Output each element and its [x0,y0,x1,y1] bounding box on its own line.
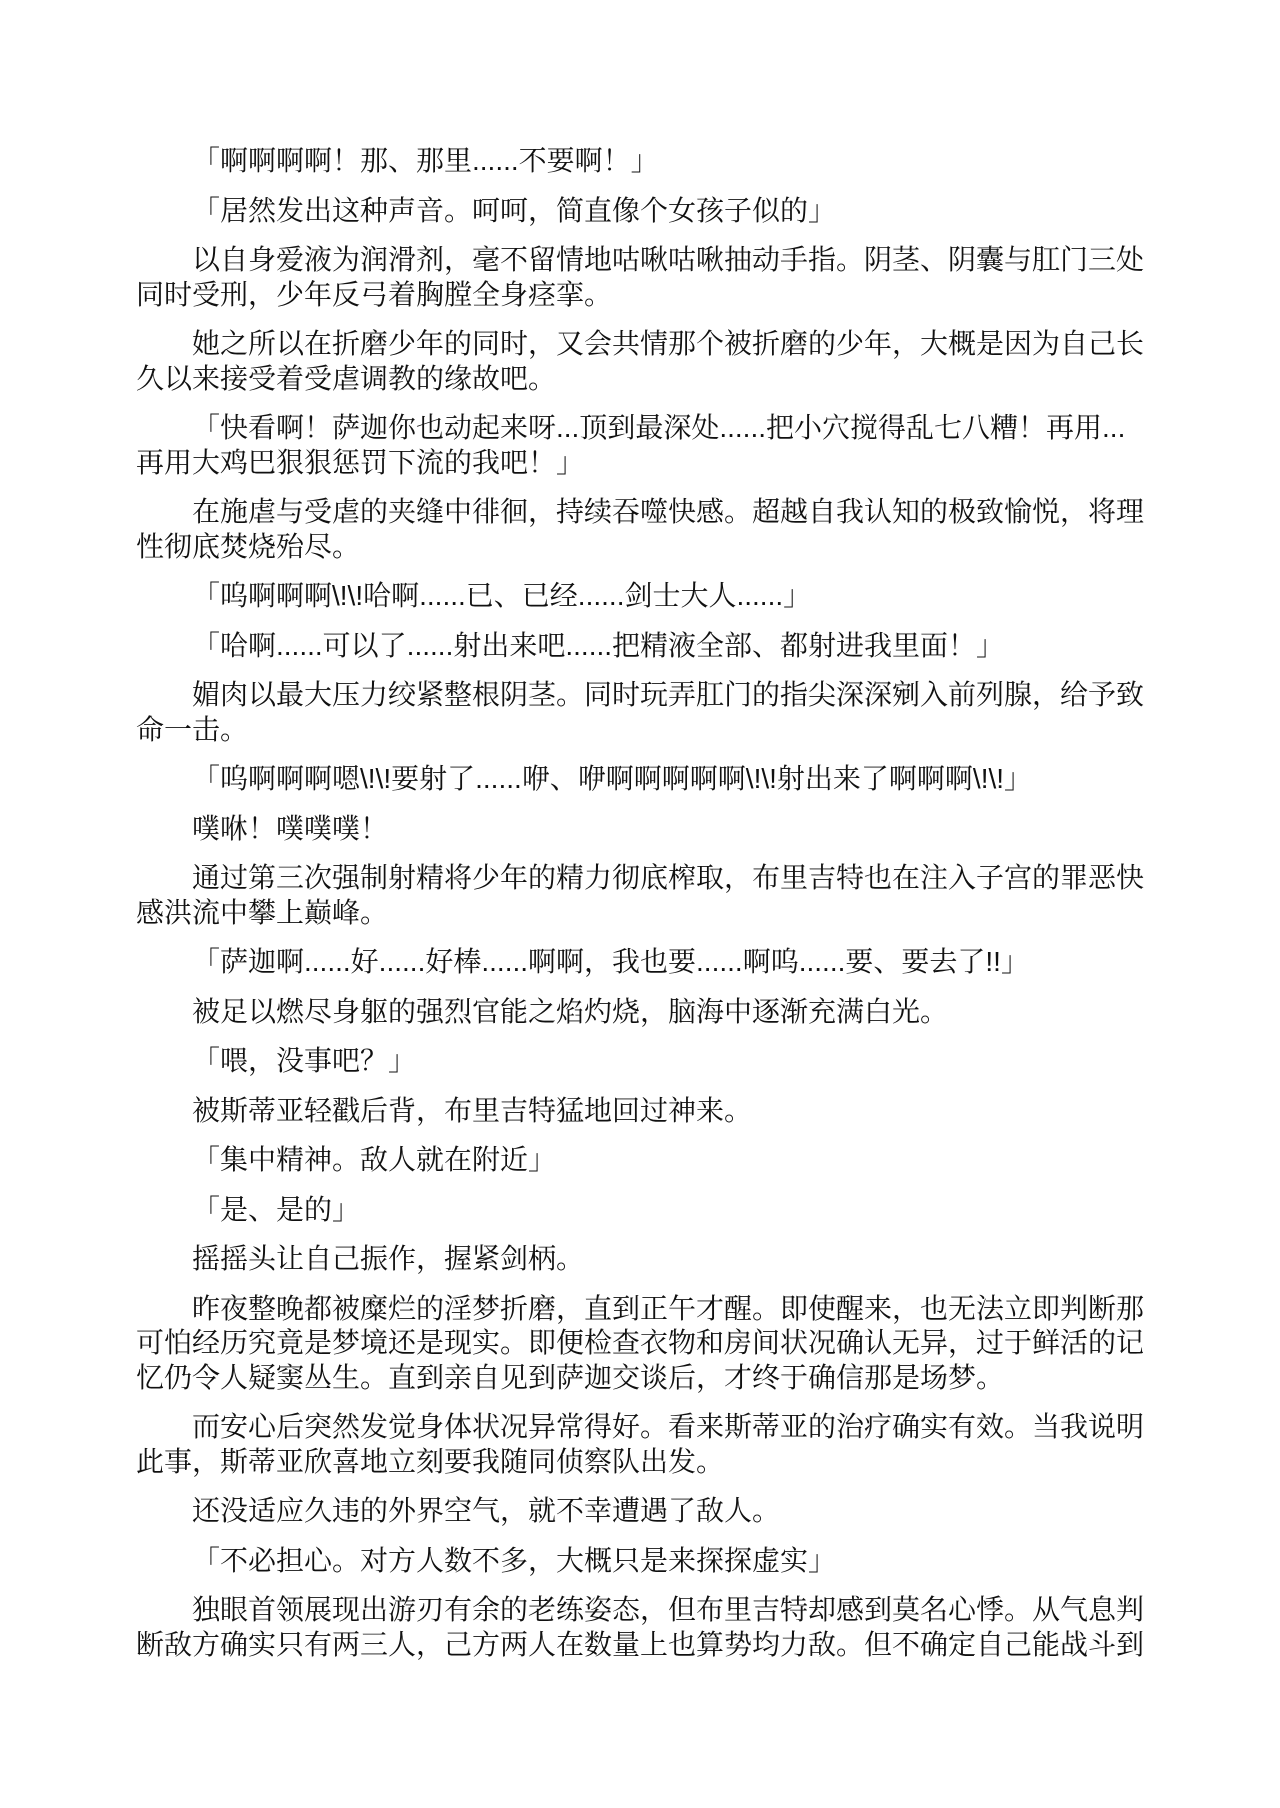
paragraph-11-sfx: 噗咻！噗噗噗！ [192,812,389,844]
paragraph-4-narration: 她之所以在折磨少年的同时，又会共情那个被折磨的少年，大概是因为自己长久以来接受着受虐调教的缘故吧。 [136,328,1145,394]
text-content [136,144,1144,1662]
paragraph-23-dialogue: 「不必担心。对方人数不多，大概只是来探探虚实」 [192,1544,837,1576]
paragraph-16-narration: 被斯蒂亚轻戳后背，布里吉特猛地回过神来。 [192,1094,753,1126]
paragraph-9-narration: 媚肉以最大压力绞紧整根阴茎。同时玩弄肛门的指尖深深剜入前列腺，给予致命一击。 [136,679,1145,745]
paragraph-15-dialogue: 「喂，没事吧？」 [192,1045,417,1076]
paragraph-3-narration: 以自身爱液为润滑剂，毫不留情地咕啾咕啾抽动手指。阴茎、阴囊与肛门三处同时受刑，少年反弓着胸膛全身痉挛。 [136,244,1145,310]
paragraph-14-narration: 被足以燃尽身躯的强烈官能之焰灼烧，脑海中逐渐充满白光。 [192,995,949,1027]
paragraph-17-dialogue: 「集中精神。敌人就在附近」 [192,1144,557,1175]
paragraph-12-narration: 通过第三次强制射精将少年的精力彻底榨取，布里吉特也在注入子宫的罪恶快感洪流中攀上巅峰。 [136,862,1145,928]
paragraph-7-dialogue: 「呜啊啊啊\!\!哈啊......已、已经......剑士大人......」 [192,580,812,611]
paragraph-10-dialogue: 「呜啊啊啊嗯\!\!要射了......咿、咿啊啊啊啊啊\!\!射出来了啊啊啊\!\!」 [192,763,1033,794]
paragraph-1-dialogue: 「啊啊啊啊！那、那里......不要啊！」 [192,145,659,176]
paragraph-21-narration: 而安心后突然发觉身体状况异常得好。看来斯蒂亚的治疗确实有效。当我说明此事，斯蒂亚欣喜地立刻要我随同侦察队出发。 [136,1411,1145,1477]
paragraph-13-dialogue: 「萨迦啊......好......好棒......啊啊，我也要......啊呜......要、要去了!!」 [192,946,1029,977]
paragraph-20-narration: 昨夜整晚都被糜烂的淫梦折磨，直到正午才醒。即使醒来，也无法立即判断那可怕经历究竟是梦境还是现实。即便检查衣物和房间状况确认无异，过于鲜活的记忆仍令人疑窦丛生。直到亲自见到萨迦交谈后，才终于确信那是场梦。 [136,1292,1145,1393]
paragraph-18-dialogue: 「是、是的」 [192,1193,361,1225]
paragraph-24-narration: 独眼首领展现出游刃有余的老练姿态，但布里吉特却感到莫名心悸。从气息判断敌方确实只有两三人，己方两人在数量上也算势均力敌。但不确定自己能战斗到 [136,1594,1145,1660]
paragraph-6-narration: 在施虐与受虐的夹缝中徘徊，持续吞噬快感。超越自我认知的极致愉悦，将理性彻底焚烧殆尽。 [136,496,1145,562]
paragraph-5-dialogue: 「快看啊！萨迦你也动起来呀...顶到最深处......把小穴搅得乱七八糟！再用...再用大鸡巴狠狠惩罚下流的我吧！」 [136,412,1126,478]
paragraph-22-narration: 还没适应久违的外界空气，就不幸遭遇了敌人。 [192,1495,781,1526]
paragraph-2-dialogue: 「居然发出这种声音。呵呵，简直像个女孩子似的」 [192,194,837,226]
paragraph-8-dialogue: 「哈啊......可以了......射出来吧......把精液全部、都射进我里面！」 [192,629,1005,661]
paragraph-19-narration: 摇摇头让自己振作，握紧剑柄。 [192,1243,585,1274]
